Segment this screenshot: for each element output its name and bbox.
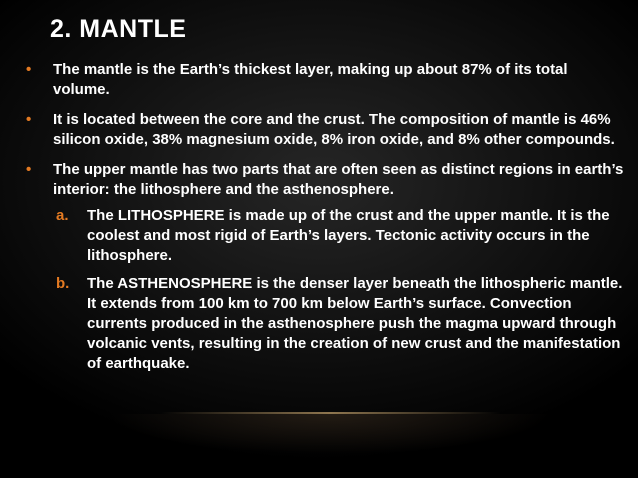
- bullet-marker: •: [26, 111, 32, 128]
- bullet-marker: •: [26, 161, 32, 178]
- sub-list: [56, 206, 626, 374]
- sub-item-text: The ASTHENOSPHERE is the denser layer beneath the lithospheric mantle. It extends from 100 km to 700 km below Earth’s surface. Convection currents produced in the asthenosphere push the magma upward through volcanic vents, resulting in the creation of new crust and the manifestation of earthquake.: [87, 275, 623, 372]
- bullet-item: [26, 60, 626, 100]
- bullet-item: [26, 160, 626, 200]
- sub-item-marker: a.: [56, 207, 69, 224]
- bottom-highlight-line: [160, 412, 500, 414]
- bullet-marker: •: [26, 61, 32, 78]
- sub-item-asthenosphere: [56, 274, 626, 374]
- bullet-item: [26, 110, 626, 150]
- bullet-text: It is located between the core and the crust. The composition of mantle is 46% silicon oxide, 38% magnesium oxide, 8% iron oxide, and 8% other compounds.: [53, 111, 615, 148]
- sub-item-text: The LITHOSPHERE is made up of the crust and the upper mantle. It is the coolest and most rigid of Earth’s layers. Tectonic activity occurs in the lithosphere.: [87, 207, 610, 264]
- bullet-text: The mantle is the Earth’s thickest layer, making up about 87% of its total volume.: [53, 61, 568, 98]
- sub-item-lithosphere: [56, 206, 626, 266]
- slide-title: 2. MANTLE: [50, 15, 187, 43]
- slide-content: [26, 60, 626, 382]
- bottom-glow-decoration: [110, 414, 550, 474]
- bullet-text: The upper mantle has two parts that are often seen as distinct regions in earth’s interior: the lithosphere and the asthenosphere.: [53, 161, 624, 198]
- sub-item-marker: b.: [56, 275, 70, 292]
